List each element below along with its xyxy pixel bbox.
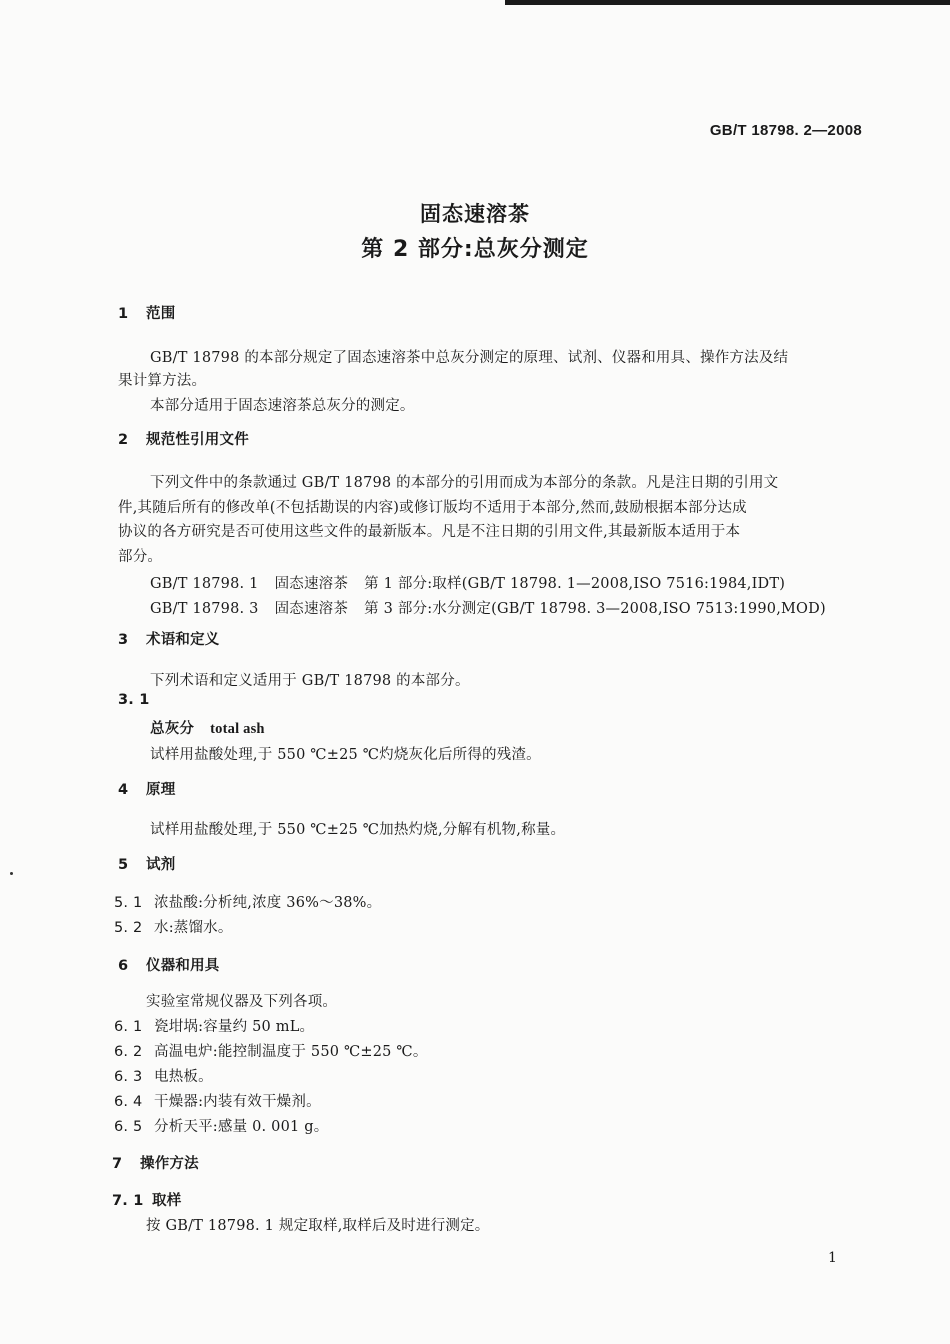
document-subtitle: 第 2 部分:总灰分测定 [361,237,589,262]
section-number: 4 [118,782,129,798]
section-number: 5 [118,857,129,873]
sec2-para1-line4: 部分。 [118,549,163,565]
term-chinese: 总灰分 [150,721,195,737]
section-5-heading [118,853,175,874]
term-entry [150,717,265,738]
item-number: 6. 5 [114,1119,143,1135]
sec4-para1: 试样用盐酸处理,于 550 ℃±25 ℃加热灼烧,分解有机物,称量。 [150,822,566,838]
item-number: 6. 3 [114,1069,143,1085]
list-item [114,1090,321,1111]
section-number: 1 [118,306,129,322]
sec1-para1-line1: GB/T 18798 的本部分规定了固态速溶茶中总灰分测定的原理、试剂、仪器和用具、操作方法及结 [150,350,789,366]
subsection-title: 取样 [152,1193,182,1209]
scan-speck [10,872,13,875]
list-item [114,891,381,912]
sec7-para1: 按 GB/T 18798. 1 规定取样,取样后及时进行测定。 [146,1218,490,1234]
section-title: 操作方法 [140,1156,199,1172]
list-item [114,1065,213,1086]
sec2-para1-line2: 件,其随后所有的修改单(不包括勘误的内容)或修订版均不适用于本部分,然而,鼓励根据本部分达成 [118,500,747,516]
top-rule [505,0,950,5]
item-text: 电热板。 [154,1069,213,1085]
section-number: 2 [118,432,129,448]
reference-code: GB/T 18798. 1 [150,576,259,592]
reference-item [150,597,826,618]
section-1-heading [118,302,175,323]
list-item [114,1115,328,1136]
sec2-para1-line3: 协议的各方研究是否可使用这些文件的最新版本。凡是不注日期的引用文件,其最新版本适用于本 [118,524,741,540]
section-title: 范围 [146,306,176,322]
sec1-para1-line2: 果计算方法。 [118,373,207,389]
reference-name: 固态速溶茶 [274,601,349,617]
list-item [114,916,233,937]
section-title: 试剂 [146,857,176,873]
section-number: 3 [118,632,129,648]
item-text: 浓盐酸:分析纯,浓度 36%～38%。 [154,895,382,911]
section-title: 原理 [146,782,176,798]
sec1-para2: 本部分适用于固态速溶茶总灰分的测定。 [150,398,415,414]
item-number: 6. 1 [114,1019,143,1035]
item-text: 分析天平:感量 0. 001 g。 [154,1119,329,1135]
list-item [114,1040,428,1061]
item-number: 5. 1 [114,895,143,911]
subsection-7-1-heading [112,1189,181,1210]
reference-code: GB/T 18798. 3 [150,601,259,617]
section-6-heading [118,954,220,975]
reference-name: 固态速溶茶 [274,576,349,592]
reference-item [150,572,785,593]
item-number: 6. 4 [114,1094,143,1110]
item-text: 瓷坩埚:容量约 50 mL。 [154,1019,315,1035]
item-text: 干燥器:内装有效干燥剂。 [154,1094,321,1110]
section-4-heading [118,778,175,799]
sec3-para1: 下列术语和定义适用于 GB/T 18798 的本部分。 [150,673,470,689]
term-definition: 试样用盐酸处理,于 550 ℃±25 ℃灼烧灰化后所得的残渣。 [150,747,541,763]
section-title: 规范性引用文件 [146,432,249,448]
subsection-number: 7. 1 [112,1193,144,1209]
section-title: 术语和定义 [146,632,220,648]
item-text: 水:蒸馏水。 [154,920,233,936]
section-3-heading [118,628,220,649]
item-text: 高温电炉:能控制温度于 550 ℃±25 ℃。 [154,1044,428,1060]
item-number: 5. 2 [114,920,143,936]
section-number: 6 [118,958,129,974]
item-number: 6. 2 [114,1044,143,1060]
section-number: 7 [112,1156,123,1172]
sec6-para1: 实验室常规仪器及下列各项。 [146,994,338,1010]
reference-desc: 第 3 部分:水分测定(GB/T 18798. 3—2008,ISO 7513:1990,MOD) [364,601,826,617]
page-number: 1 [828,1250,837,1266]
section-2-heading [118,428,249,449]
reference-desc: 第 1 部分:取样(GB/T 18798. 1—2008,ISO 7516:1984,IDT) [364,576,786,592]
section-7-heading [112,1152,199,1173]
sec2-para1-line1: 下列文件中的条款通过 GB/T 18798 的本部分的引用而成为本部分的条款。凡是注日期的引用文 [150,475,779,491]
document-title: 固态速溶茶 [420,202,530,226]
list-item [114,1015,314,1036]
section-title: 仪器和用具 [146,958,220,974]
standard-code: GB/T 18798. 2—2008 [709,122,862,139]
term-english: total ash [210,721,265,737]
subsection-3-1-number: 3. 1 [118,692,150,708]
